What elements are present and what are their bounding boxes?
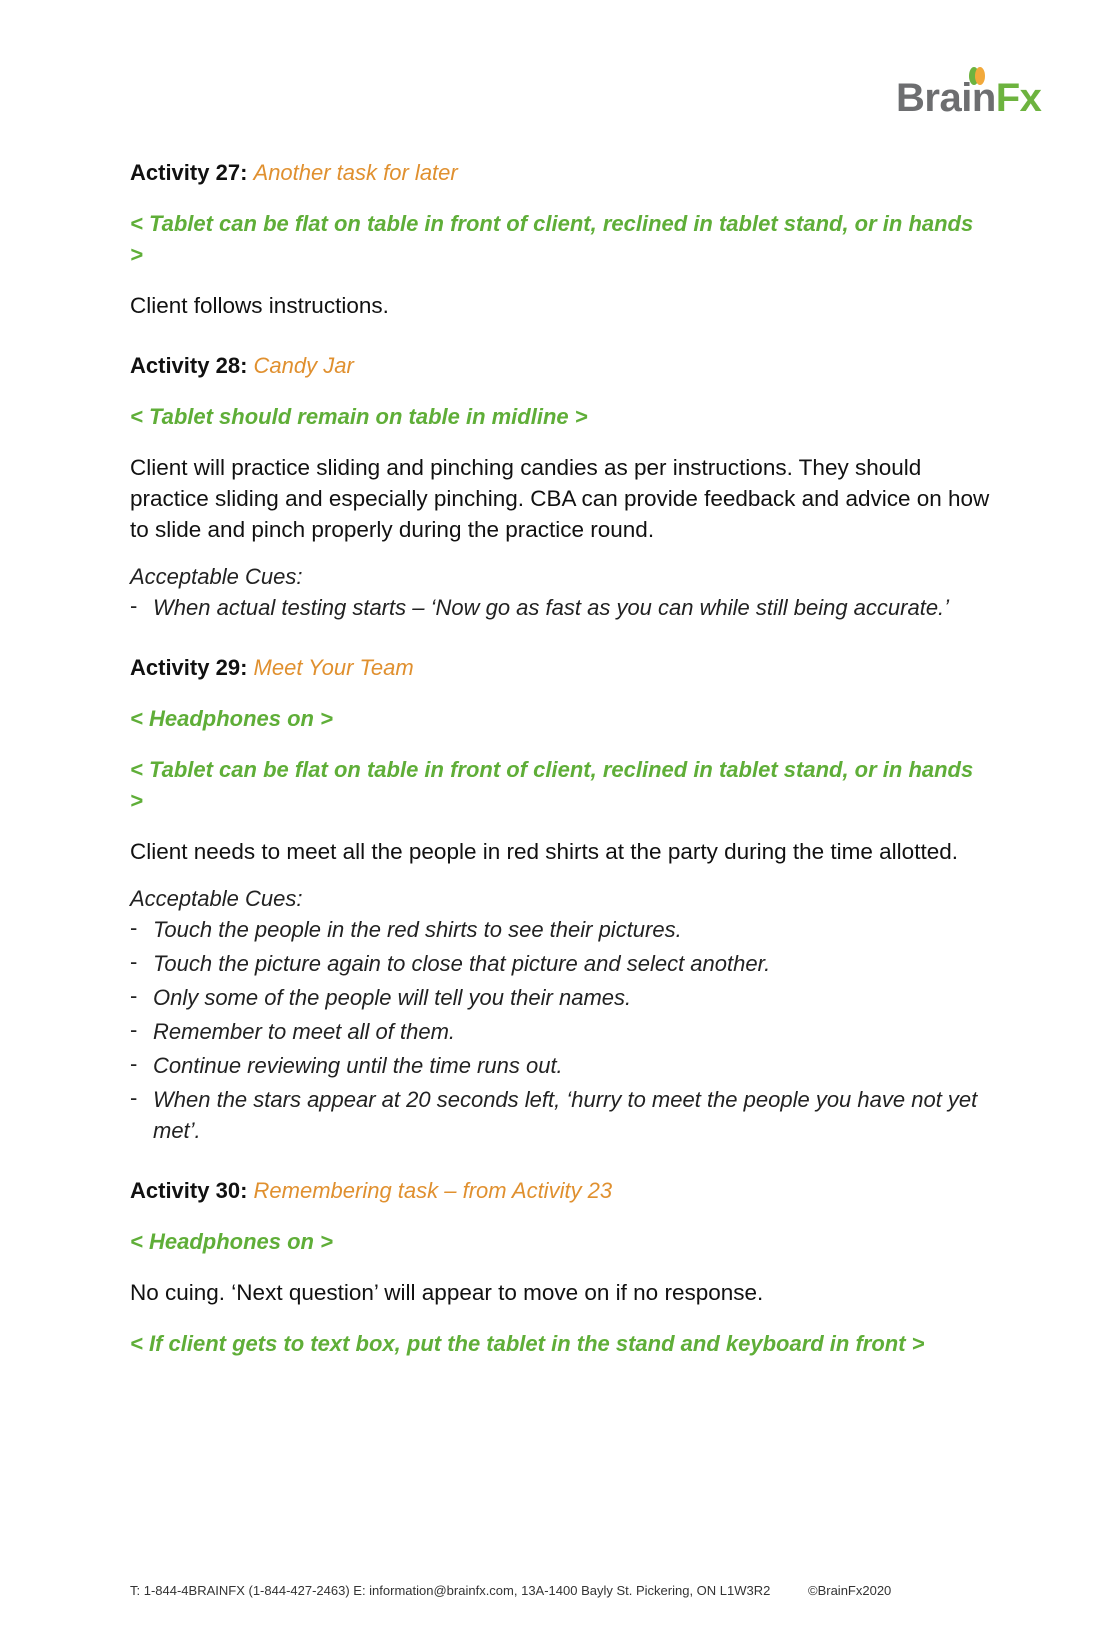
- activity-description: Client follows instructions.: [130, 293, 389, 318]
- instruction-note: < Tablet can be flat on table in front of client, reclined in tablet stand, or in hands >: [130, 211, 974, 267]
- cue-item: - Touch the picture again to close that picture and select another.: [130, 948, 990, 979]
- cue-item: - Remember to meet all of them.: [130, 1016, 990, 1047]
- activity-title: Remembering task – from Activity 23: [253, 1178, 613, 1203]
- activity-title: Meet Your Team: [253, 655, 414, 680]
- instruction-note: < Headphones on >: [130, 1229, 333, 1254]
- activity-number: Activity 27: [130, 160, 241, 185]
- activity-27-heading: Activity 27: Another task for later: [130, 160, 458, 185]
- instruction-note: < Headphones on >: [130, 706, 333, 731]
- instruction-note: < If client gets to text box, put the tablet in the stand and keyboard in front >: [130, 1331, 925, 1356]
- cue-item: - Only some of the people will tell you their names.: [130, 982, 990, 1013]
- cue-list: [130, 592, 990, 623]
- activity-number: Activity 28: [130, 353, 241, 378]
- footer-contact: T: 1-844-4BRAINFX (1-844-427-2463) E: information@brainfx.com, 13A-1400 Bayly St. Pickering, ON L1W3R2: [130, 1583, 771, 1598]
- activity-30-heading: Activity 30: Remembering task – from Activity 23: [130, 1178, 613, 1203]
- cue-item: - When the stars appear at 20 seconds left, ‘hurry to meet the people you have not yet met’.: [130, 1084, 990, 1146]
- activity-title: Another task for later: [253, 160, 458, 185]
- activity-title: Candy Jar: [253, 353, 354, 378]
- instruction-note: < Tablet should remain on table in midline >: [130, 404, 588, 429]
- activity-description: Client will practice sliding and pinching candies as per instructions. They should practice sliding and especially pinching. CBA can provide feedback and advice on how to slide and pinch properly during the practice round.: [130, 455, 990, 542]
- cue-item: - Touch the people in the red shirts to see their pictures.: [130, 914, 990, 945]
- instruction-note: < Tablet can be flat on table in front of client, reclined in tablet stand, or in hands >: [130, 757, 974, 813]
- brainfx-logo: [896, 62, 1056, 122]
- cue-item: - Continue reviewing until the time runs out.: [130, 1050, 990, 1081]
- activity-description: Client needs to meet all the people in red shirts at the party during the time allotted.: [130, 839, 958, 864]
- activity-28-heading: Activity 28: Candy Jar: [130, 353, 354, 378]
- page-footer: [130, 1583, 891, 1598]
- cue-list: [130, 914, 990, 1146]
- activity-29-heading: Activity 29: Meet Your Team: [130, 655, 414, 680]
- cues-label: Acceptable Cues:: [130, 886, 303, 911]
- footer-copyright: ©BrainFx2020: [808, 1583, 892, 1598]
- logo-wordmark: BrainFx: [896, 76, 1042, 120]
- cues-label: Acceptable Cues:: [130, 564, 303, 589]
- activity-number: Activity 29: [130, 655, 241, 680]
- document-body: [130, 158, 990, 1379]
- activity-number: Activity 30: [130, 1178, 241, 1203]
- activity-description: No cuing. ‘Next question’ will appear to move on if no response.: [130, 1280, 764, 1305]
- cue-item: - When actual testing starts – ‘Now go as fast as you can while still being accurate.’: [130, 592, 990, 623]
